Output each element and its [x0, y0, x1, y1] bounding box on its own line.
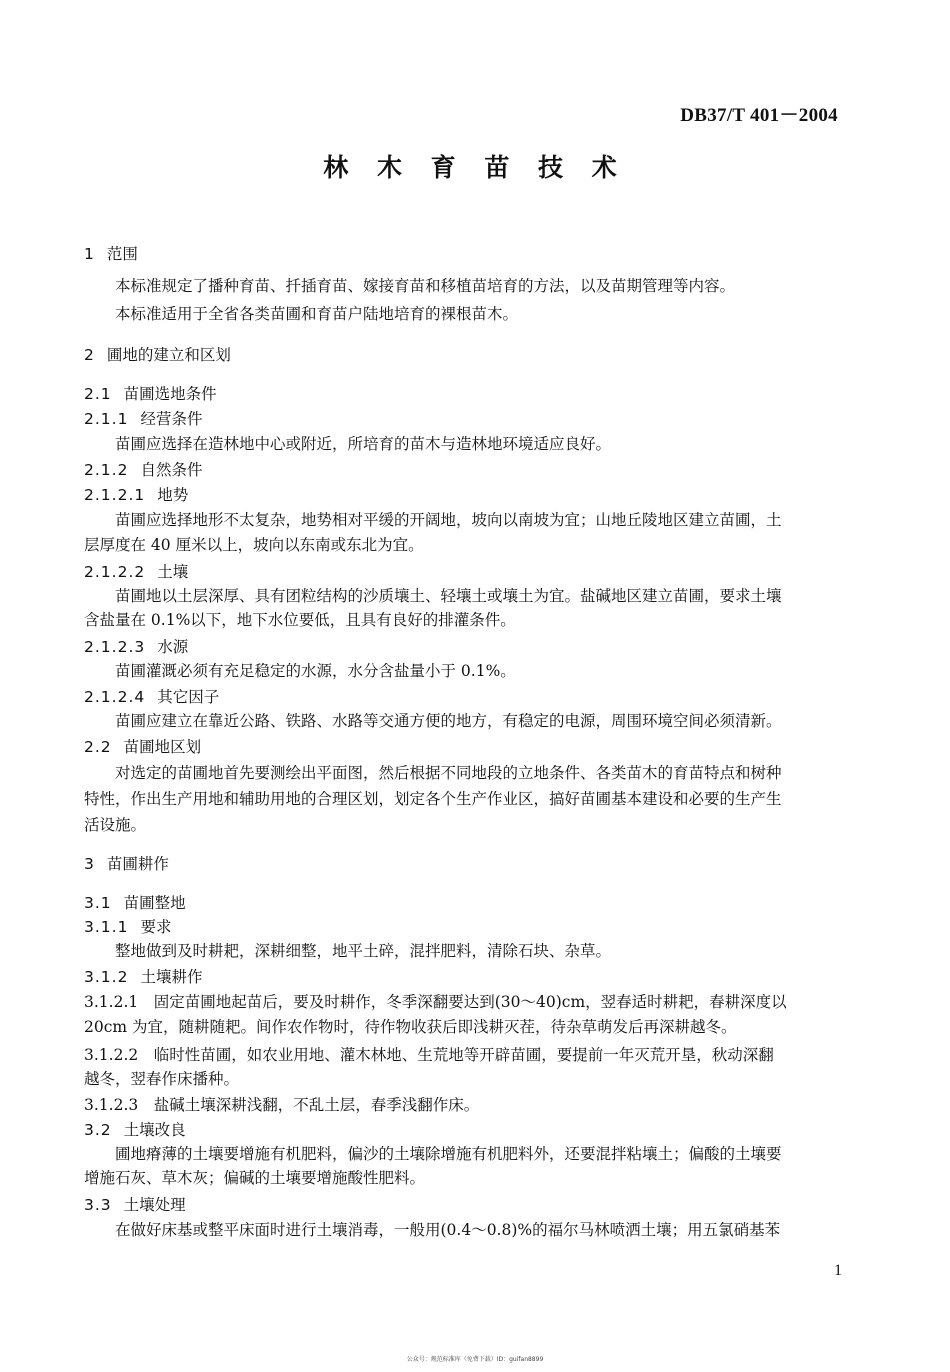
section-title: 苗圃选地条件: [123, 385, 217, 403]
section-3-heading: [84, 854, 169, 874]
section-number: 2: [84, 346, 95, 364]
section-title: 自然条件: [140, 461, 203, 479]
clause-3-1-2-2: 3.1.2.2 临时性苗圃，如农业用地、灌木林地、生荒地等开辟苗圃，要提前一年灭荒开垦，秋动深翻: [84, 1046, 774, 1064]
section-number: 2.1.2: [84, 461, 129, 479]
section-2-1-1-heading: [84, 409, 202, 429]
section-2-1-2-4-heading: [84, 687, 219, 707]
section-title: 地势: [157, 486, 189, 504]
page-number: 1: [834, 1262, 842, 1279]
section-2-heading: [84, 345, 231, 365]
section-2-2-heading: [84, 737, 201, 757]
section-number: 2.1.2.4: [84, 688, 146, 706]
section-number: 2.2: [84, 738, 112, 756]
paragraph-continuation: 层厚度在 40 厘米以上，坡向以东南或东北为宜。: [84, 536, 424, 554]
paragraph: 圃地瘠薄的土壤要增施有机肥料，偏沙的土壤除增施有机肥料外，还要混拌粘壤土；偏酸的土壤要: [115, 1145, 782, 1163]
paragraph: 整地做到及时耕耙，深耕细整，地平土碎，混拌肥料，清除石块、杂草。: [115, 942, 612, 960]
section-title: 土壤耕作: [140, 968, 203, 986]
section-3-1-heading: [84, 893, 186, 913]
section-number: 3.1.2: [84, 968, 129, 986]
paragraph: 在做好床基或整平床面时进行土壤消毒，一般用(0.4～0.8)%的福尔马林喷洒土壤；用五氯硝基苯: [115, 1221, 781, 1239]
section-title: 土壤: [157, 563, 189, 581]
standard-code: DB37/T 401－2004: [680, 105, 838, 126]
section-title: 水源: [157, 638, 189, 656]
paragraph-continuation: 增施石灰、草木灰；偏碱的土壤要增施酸性肥料。: [84, 1169, 426, 1187]
section-number: 2.1.2.3: [84, 638, 146, 656]
section-number: 2.1.2.2: [84, 563, 146, 581]
section-title: 土壤处理: [123, 1196, 186, 1214]
section-number: 3.1: [84, 894, 112, 912]
section-title: 苗圃整地: [123, 894, 186, 912]
paragraph: 本标准适用于全省各类苗圃和育苗户陆地培育的裸根苗木。: [115, 305, 519, 323]
section-title: 经营条件: [140, 410, 203, 428]
section-3-3-heading: [84, 1195, 186, 1215]
paragraph: 本标准规定了播种育苗、扦插育苗、嫁接育苗和移植苗培育的方法，以及苗期管理等内容。: [115, 277, 736, 295]
paragraph-continuation: 含盐量在 0.1%以下，地下水位要低，且具有良好的排灌条件。: [84, 611, 516, 629]
section-title: 苗圃地区划: [123, 738, 202, 756]
clause-3-1-2-1: 3.1.2.1 固定苗圃地起苗后，要及时耕作，冬季深翻要达到(30～40)cm，翌春适时耕耙，春耕深度以: [84, 993, 787, 1011]
section-number: 2.1.1: [84, 410, 129, 428]
section-number: 3.2: [84, 1121, 112, 1139]
section-title: 苗圃耕作: [106, 855, 169, 873]
footer-watermark-text: 公众号：规范标准库（免费下载）ID：guifan8899: [406, 1356, 544, 1363]
section-3-1-1-heading: [84, 917, 171, 937]
section-number: 3: [84, 855, 95, 873]
section-title: 要求: [140, 918, 172, 936]
section-number: 2.1.2.1: [84, 486, 146, 504]
document-title: 林 木 育 苗 技 术: [323, 153, 627, 182]
section-title: 其它因子: [157, 688, 220, 706]
section-title: 范围: [106, 245, 138, 263]
section-2-1-2-3-heading: [84, 637, 188, 657]
paragraph-continuation: 特性，作出生产用地和辅助用地的合理区划，划定各个生产作业区，搞好苗圃基本建设和必要的生产生: [84, 790, 782, 808]
section-number: 3.1.1: [84, 918, 129, 936]
paragraph: 苗圃应选择地形不太复杂，地势相对平缓的开阔地，坡向以南坡为宜；山地丘陵地区建立苗圃，土: [115, 511, 782, 529]
paragraph-continuation: 活设施。: [84, 816, 147, 834]
paragraph-continuation: 越冬，翌春作床播种。: [84, 1070, 240, 1088]
paragraph: 苗圃地以土层深厚、具有团粒结构的沙质壤土、轻壤土或壤土为宜。盐碱地区建立苗圃，要求土壤: [115, 587, 782, 605]
paragraph: 对选定的苗圃地首先要测绘出平面图，然后根据不同地段的立地条件、各类苗木的育苗特点和树种: [115, 764, 782, 782]
paragraph: 苗圃应建立在靠近公路、铁路、水路等交通方便的地方，有稳定的电源，周围环境空间必须清新。: [115, 712, 782, 730]
paragraph-continuation: 20cm 为宜，随耕随耙。间作农作物时，待作物收获后即浅耕灭茬，待杂草萌发后再深耕越冬。: [84, 1018, 737, 1036]
section-2-1-2-1-heading: [84, 485, 188, 505]
section-number: 3.3: [84, 1196, 112, 1214]
section-2-1-heading: [84, 384, 217, 404]
section-3-2-heading: [84, 1120, 186, 1140]
section-2-1-2-2-heading: [84, 562, 188, 582]
section-title: 土壤改良: [123, 1121, 186, 1139]
section-3-1-2-heading: [84, 967, 202, 987]
paragraph: 苗圃应选择在造林地中心或附近，所培育的苗木与造林地环境适应良好。: [115, 435, 612, 453]
section-number: 2.1: [84, 385, 112, 403]
section-1-heading: [84, 244, 138, 264]
section-2-1-2-heading: [84, 460, 202, 480]
clause-3-1-2-3: 3.1.2.3 盐碱土壤深耕浅翻，不乱土层，春季浅翻作床。: [84, 1096, 480, 1114]
paragraph: 苗圃灌溉必须有充足稳定的水源，水分含盐量小于 0.1%。: [115, 662, 516, 680]
section-number: 1: [84, 245, 95, 263]
section-title: 圃地的建立和区划: [106, 346, 231, 364]
